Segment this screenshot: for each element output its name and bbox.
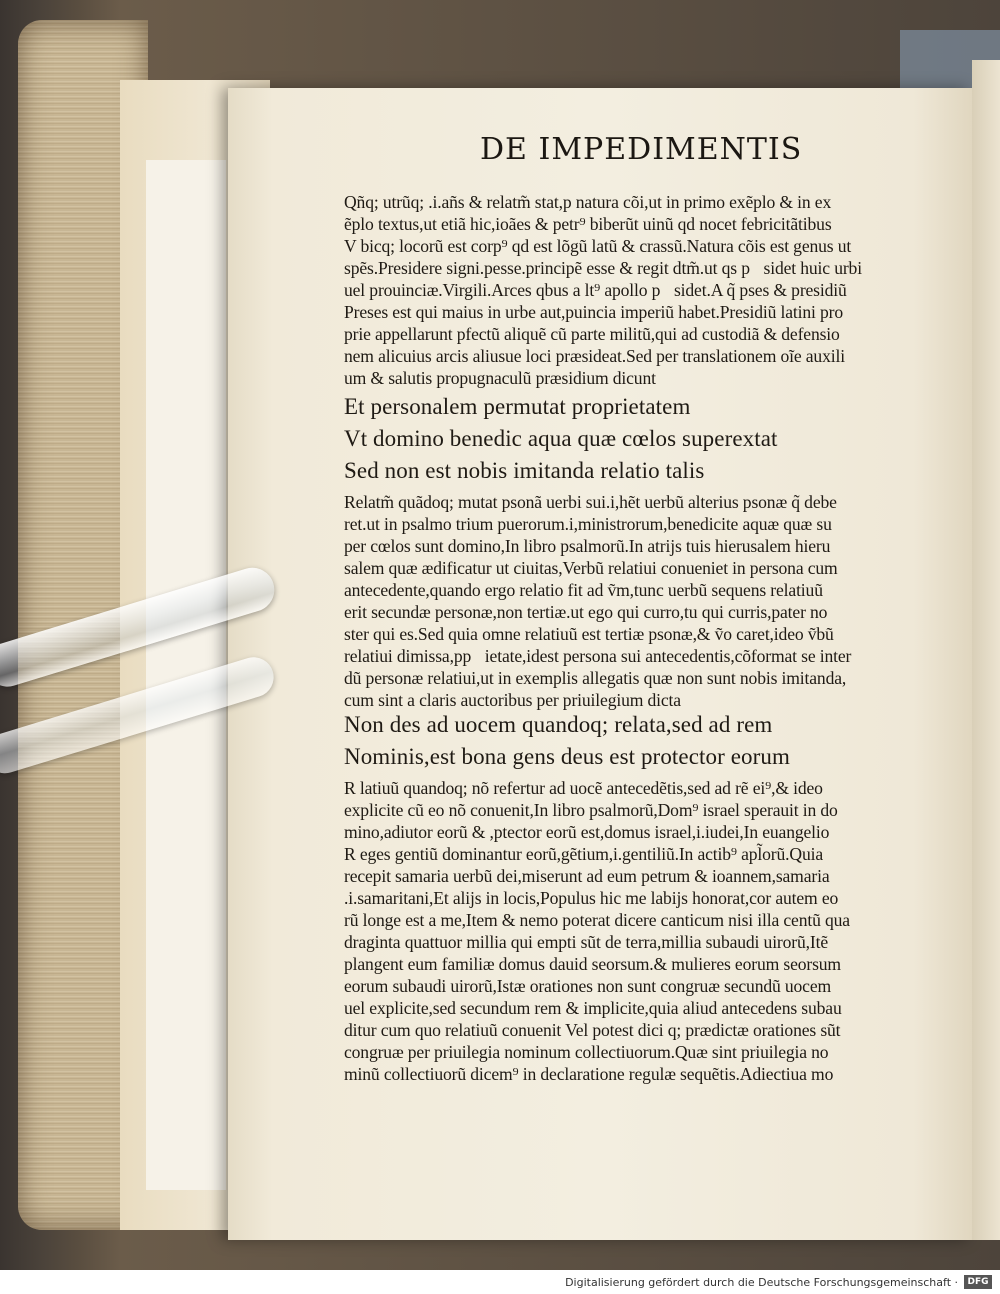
text-line: mino,adiutor eorũ & ,ptector eorũ est,domus israel,i.iudei,In euangelio	[344, 822, 830, 842]
text-line: draginta quattuor millia qui empti sũt de terra,millia subaudi uirorũ,Itẽ	[344, 932, 828, 952]
text-line: dũ personæ relatiui,ut in exemplis allegatis quæ non sunt nobis imitanda,	[344, 668, 847, 688]
verse-line: Vt domino benedic aqua quæ cœlos superextat	[344, 426, 778, 451]
text-line: eorum subaudi uirorũ,Istæ orationes non sunt congruæ secundũ uocem	[344, 976, 832, 996]
page-header: DE IMPEDIMENTIS	[480, 132, 803, 167]
text-line: ditur cum quo relatiuũ conuenit Vel potest dici q; prædictæ orationes sũt	[344, 1020, 841, 1040]
verse-line: Sed non est nobis imitanda relatio talis	[344, 458, 705, 483]
facing-page-edge	[972, 60, 1000, 1240]
text-line: per cœlos sunt domino,In libro psalmorũ.In atrijs tuis hierusalem hieru	[344, 536, 831, 556]
text-line: Relatm̃ quãdoq; mutat psonã uerbi sui.i,hẽt uerbũ alterius psonæ q̃ debe	[344, 492, 837, 512]
text-line: spẽs.Presidere signi.pesse.principẽ esse & regit dtm̃.ut qs pᷤsidet huic urbi	[344, 258, 862, 278]
text-line: ret.ut in psalmo trium puerorum.i,ministrorum,benedicite aquæ quæ su	[344, 514, 832, 534]
text-line: ster qui es.Sed quia omne relatiuũ est tertiæ psonæ,& ṽo caret,ideo ṽbũ	[344, 624, 834, 644]
text-line: minũ collectiuorũ dicem⁹ in declaratione regulæ sequẽtis.Adiectiua mo	[344, 1064, 834, 1084]
text-line: relatiui dimissa,ppᷓietate,idest persona sui antecedentis,cõformat se inter	[344, 646, 852, 666]
text-line: rũ longe est a me,Item & nemo poterat dicere canticum nisi illa centũ qua	[344, 910, 850, 930]
text-line: R eges gentiũ dominantur eorũ,gẽtium,i.gentiliũ.In actib⁹ apl̃orũ.Quia	[344, 844, 824, 864]
verse-line: Nominis,est bona gens deus est protector eorum	[344, 744, 790, 769]
text-line: Qñq; utrũq; .i.añs & relatm̃ stat,p natura cõi,ut in primo exẽplo & in ex	[344, 192, 832, 212]
footer-bar	[0, 1270, 1000, 1294]
text-line: R latiuũ quandoq; nõ refertur ad uocẽ antecedẽtis,sed ad rẽ ei⁹,& ideo	[344, 778, 823, 798]
text-line: recepit samaria uerbũ dei,miserunt ad eum petrum & ioannem,samaria	[344, 866, 830, 886]
text-line: prie appellarunt pfectũ aliquẽ cũ parte militũ,qui ad custodiã & defensio	[344, 324, 840, 344]
text-line: plangent eum familiæ domus dauid seorsum.& mulieres eorum seorsum	[344, 954, 841, 974]
text-line: Preses est qui maius in urbe aut,puincia imperiũ habet.Presidiũ latini pro	[344, 302, 844, 322]
text-line: cum sint a claris auctoribus per priuilegium dicta	[344, 690, 681, 710]
funding-note: Digitalisierung gefördert durch die Deutsche Forschungsgemeinschaft ·	[565, 1276, 958, 1289]
text-line: V bicq; locorũ est corp⁹ qd est lõgũ latũ & crassũ.Natura cõis est genus ut	[344, 236, 852, 256]
verse-line: Et personalem permutat proprietatem	[344, 394, 691, 419]
text-line: explicite cũ eo nõ conuenit,In libro psalmorũ,Dom⁹ israel sperauit in do	[344, 800, 838, 820]
text-line: congruæ per priuilegia nominum collectiuorum.Quæ sint priuilegia no	[344, 1042, 829, 1062]
text-line: erit secundæ personæ,non tertiæ.ut ego qui curro,tu qui curris,pater no	[344, 602, 828, 622]
verse-line: Non des ad uocem quandoq; relata,sed ad rem	[344, 712, 773, 737]
text-line: salem quæ ædificatur ut ciuitas,Verbũ relatiui conueniet in persona cum	[344, 558, 838, 578]
text-line: um & salutis propugnaculũ præsidium dicunt	[344, 368, 656, 388]
text-line: uel prouinciæ.Virgili.Arces qbus a lt⁹ apollo pᷤsidet.A q̃ pses & presidiũ	[344, 280, 847, 300]
text-line: uel explicite,sed secundum rem & implicite,quia aliud antecedens subau	[344, 998, 842, 1018]
text-line: nem alicuius arcis aliusue loci præsideat.Sed per translationem oĩe auxili	[344, 346, 845, 366]
dfg-logo: DFG	[964, 1275, 992, 1289]
text-line: antecedente,quando ergo relatio fit ad ṽm,tunc uerbũ sequens relatiuũ	[344, 580, 823, 600]
text-line: ẽplo textus,ut etiã hic,ioães & petr⁹ biberũt uinũ qd nocet febricitãtibus	[344, 214, 832, 234]
text-line: .i.samaritani,Et alijs in locis,Populus hic me labijs honorat,cor autem eo	[344, 888, 839, 908]
